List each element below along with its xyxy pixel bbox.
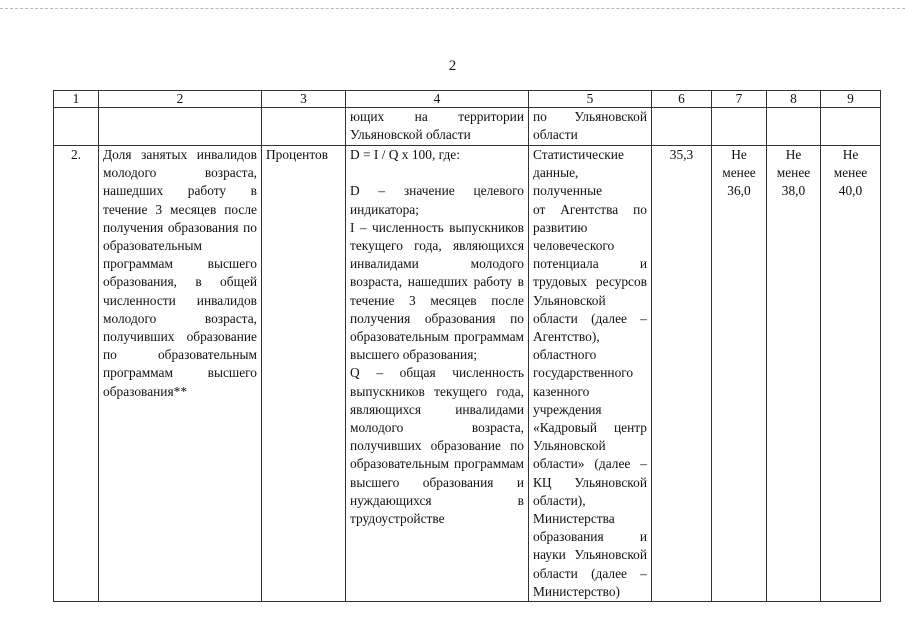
cont-formula-cell: ющих на территории Ульяновской области <box>346 108 529 146</box>
cont-cell-1 <box>54 108 99 146</box>
cont-source-cell: по Ульяновской области <box>529 108 652 146</box>
column-number-row <box>54 91 881 108</box>
column-header-7: 7 <box>712 91 767 108</box>
column-header-6: 6 <box>652 91 712 108</box>
column-header-4: 4 <box>346 91 529 108</box>
target-value-cell-8: Не менее 38,0 <box>767 146 821 602</box>
table-row <box>54 146 881 602</box>
column-header-5: 5 <box>529 91 652 108</box>
column-header-8: 8 <box>767 91 821 108</box>
row-number: 2. <box>54 146 99 602</box>
page-number: 2 <box>448 58 457 74</box>
scan-top-edge <box>0 8 905 10</box>
cont-cell-7 <box>712 108 767 146</box>
cont-cell-9 <box>821 108 881 146</box>
indicator-name-cell: Доля занятых инвалидов молодого возраста, нашедших работу в течение 3 месяцев после получения образования по образовательным программам высшего образования, в общей численности инвалидов молодого возраста, получивших образование по образовательным программам высшего образования** <box>99 146 262 602</box>
column-header-9: 9 <box>821 91 881 108</box>
source-cell: Статистические данные, полученные от Агентства по развитию человеческого потенциала и трудовых ресурсов Ульяновской области (далее – Агентство), областного государственного казенного учреждения «Кадровый центр Ульяновской области» (далее – КЦ Ульяновской области), Министерства образования и науки Ульяновской области (далее – Министерство) <box>529 146 652 602</box>
cont-cell-3 <box>262 108 346 146</box>
column-header-2: 2 <box>99 91 262 108</box>
continuation-row <box>54 108 881 146</box>
target-value-cell-9: Не менее 40,0 <box>821 146 881 602</box>
cont-cell-6 <box>652 108 712 146</box>
column-header-3: 3 <box>262 91 346 108</box>
formula-cell: D = I / Q x 100, где: D – значение целевого индикатора; I – численность выпускников текущего года, являющихся инвалидами молодого возраста, нашедших работу в течение 3 месяцев после получения образования по образовательным программам высшего образования; Q – общая численность выпускников текущего года, являющихся инвалидами молодого возраста, получивших образование по образовательным программам высшего образования и нуждающихся в трудоустройстве <box>346 146 529 602</box>
unit-cell: Процентов <box>262 146 346 602</box>
cont-cell-8 <box>767 108 821 146</box>
cont-cell-2 <box>99 108 262 146</box>
target-value-cell-7: Не менее 36,0 <box>712 146 767 602</box>
base-value-cell: 35,3 <box>652 146 712 602</box>
indicator-table <box>53 90 881 602</box>
column-header-1: 1 <box>54 91 99 108</box>
